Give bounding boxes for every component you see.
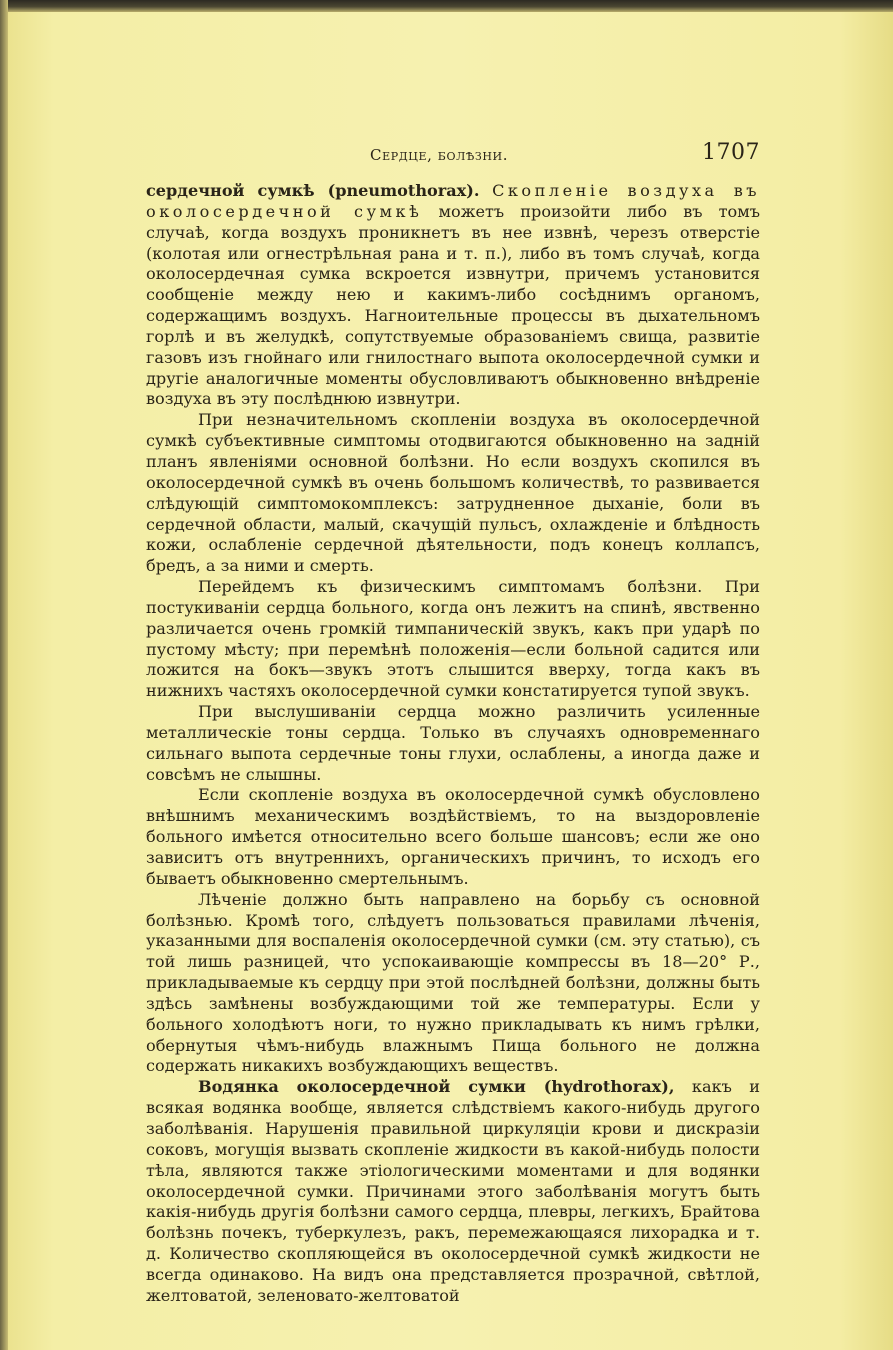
page-header (146, 138, 760, 168)
article-body (146, 181, 761, 1305)
paragraph-pneumothorax (146, 181, 760, 410)
paragraph-text: Перейдемъ къ физическимъ симптомамъ болѣзни. При постукиваніи сердца больного, когда онъ лежитъ на спинѣ, явственно различается очень громкій тимпаническій звукъ, какъ при ударѣ по пустому мѣсту; при перемѣнѣ положенія—если больной садится или ложится на бокъ—звукъ этотъ слышится вверху, тогда какъ въ нижнихъ частяхъ околосердечной сумки констатируется тупой звукъ. (146, 577, 760, 701)
spaced-emphasis: Скопленіе воздуха въ околосердечной сумкѣ (146, 181, 761, 221)
paragraph-text: какъ и всякая водянка вообще, является слѣдствіемъ какого-нибудь другого заболѣванія. Нарушенія правильной циркуляціи крови и дискразіи соковъ, могущія вызвать скопленіе жидкости въ какой-нибудь полости тѣла, являются также этіологическими моментами и для водянки околосердечной сумки. Причинами этого заболѣванія могутъ быть какія-нибудь другія болѣзни самого сердца, плевры, легкихъ, Брайтова болѣзнь почекъ, туберкулезъ, ракъ, перемежающаяся лихорадка и т. д. Количество скопляющейся въ околосердечной сумкѣ жидкости не всегда одинаково. На видъ она представляется прозрачной, свѣтлой, желтоватой, зеленовато-желтоватой (146, 1077, 761, 1305)
term-hydrothorax: Водянка околосердечной сумки (hydrothorax), (198, 1077, 675, 1097)
paragraph-text: можетъ произойти либо въ томъ случаѣ, когда воздухъ проникнетъ въ нее извнѣ, черезъ отверстіе (колотая или огнестрѣльная рана и т. п.), либо въ томъ случаѣ, когда околосердечная сумка вскроется извнутри, причемъ установится сообщеніе между нею и какимъ-либо сосѣднимъ органомъ, содержащимъ воздухъ. Нагноительные процессы въ дыхательномъ горлѣ и въ желудкѣ, сопутствуемые образованіемъ свища, развитіе газовъ изъ гнойнаго или гнилостнаго выпота околосердечной сумки и другіе аналогичные моменты обусловливаютъ обыкновенно внѣдреніе воздуха въ эту послѣднюю извнутри. (146, 201, 760, 409)
running-head: Сердце, болѣзни. (370, 146, 509, 164)
scan-top-edge (0, 0, 893, 12)
term-pneumothorax: сердечной сумкѣ (pneumothorax). (146, 181, 480, 200)
paragraph-text: Лѣченіе должно быть направлено на борьбу съ основной болѣзнью. Кромѣ того, слѣдуетъ пользоваться правилами лѣченія, указанными для воспаленія околосердечной сумки (см. эту статью), съ той лишь разницей, что успокаивающіе компрессы въ 18—20° Р., прикладываемые къ сердцу при этой послѣдней болѣзни, должны быть здѣсь замѣнены возбуждающими той же температуры. Если у больного холодѣютъ ноги, то нужно прикладывать къ нимъ грѣлки, обернутыя чѣмъ-нибудь влажнымъ Пища больного не должна содержать никакихъ возбуждающихъ веществъ. (146, 889, 760, 1076)
paragraph-symptoms-subjective (146, 410, 760, 577)
scan-left-edge (0, 0, 8, 1350)
paragraph-hydrothorax (146, 1077, 760, 1306)
paragraph-text: При незначительномъ скопленіи воздуха въ околосердечной сумкѣ субъективные симптомы отодвигаются обыкновенно на задній планъ явленіями основной болѣзни. Но если воздухъ скопился въ околосердечной сумкѣ въ очень большомъ количествѣ, то развивается слѣдующій симптомокомплексъ: затрудненное дыханіе, боли въ сердечной области, малый, скачущій пульсъ, охлажденіе и блѣдность кожи, ослабленіе сердечной дѣятельности, подъ конецъ коллапсъ, бредъ, а за ними и смерть. (146, 410, 760, 576)
page-number: 1707 (702, 140, 760, 165)
paragraph-auscultation (146, 702, 760, 785)
paragraph-text: Если скопленіе воздуха въ околосердечной сумкѣ обусловлено внѣшнимъ механическимъ воздѣйствіемъ, то на выздоровленіе больного имѣется относительно всего больше шансовъ; если же оно зависитъ отъ внутреннихъ, органическихъ причинъ, то исходъ его бываетъ обыкновенно смертельнымъ. (146, 785, 760, 888)
paragraph-physical-symptoms (146, 577, 760, 702)
paragraph-treatment (146, 890, 760, 1078)
paragraph-text: При выслушиваніи сердца можно различить усиленные металлическіе тоны сердца. Только въ случаяхъ одновременнаго сильнаго выпота сердечные тоны глухи, ослаблены, а иногда даже и совсѣмъ не слышны. (146, 702, 760, 784)
paragraph-prognosis (146, 785, 760, 889)
